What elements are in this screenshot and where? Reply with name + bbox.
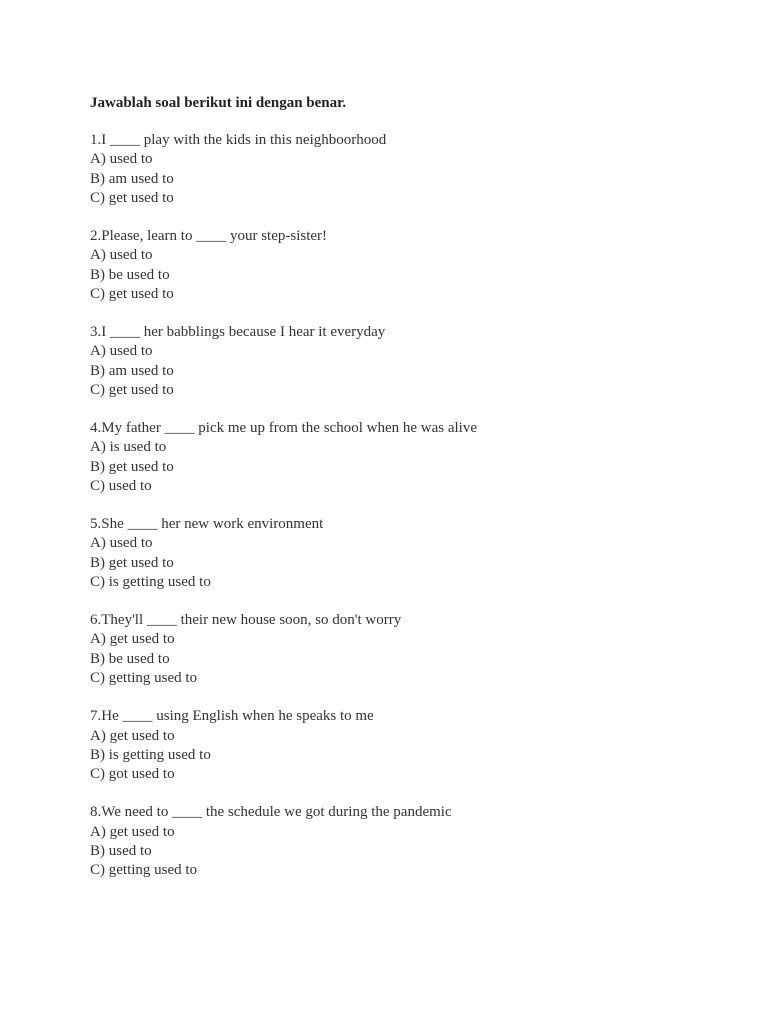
answer-option-c: C) get used to <box>90 190 174 207</box>
question-list <box>90 131 730 881</box>
answer-option-c: C) getting used to <box>90 670 198 687</box>
answer-option-a: A) used to <box>90 343 153 360</box>
answer-option-b: B) am used to <box>90 170 174 187</box>
answer-option-b: B) be used to <box>90 650 170 667</box>
answer-option-c: C) used to <box>90 478 152 495</box>
question-1 <box>90 131 730 209</box>
answer-option-b: B) is getting used to <box>90 746 211 763</box>
question-7 <box>90 707 730 785</box>
answer-option-b: B) get used to <box>90 554 174 571</box>
answer-option-c: C) get used to <box>90 286 174 303</box>
question-8 <box>90 803 730 881</box>
answer-option-a: A) used to <box>90 151 153 168</box>
answer-option-a: A) get used to <box>90 823 175 840</box>
question-text: 8.We need to ____ the schedule we got during the pandemic <box>90 804 452 821</box>
answer-option-c: C) get used to <box>90 382 174 399</box>
answer-option-b: B) am used to <box>90 362 174 379</box>
answer-option-a: A) get used to <box>90 631 175 648</box>
document-page <box>90 94 730 899</box>
question-text: 2.Please, learn to ____ your step-sister! <box>90 228 328 245</box>
answer-option-a: A) get used to <box>90 727 175 744</box>
answer-option-a: A) is used to <box>90 439 167 456</box>
question-text: 3.I ____ her babblings because I hear it everyday <box>90 324 386 341</box>
answer-option-a: A) used to <box>90 247 153 264</box>
question-5 <box>90 515 730 593</box>
instruction-heading: Jawablah soal berikut ini dengan benar. <box>90 95 347 111</box>
question-text: 7.He ____ using English when he speaks to me <box>90 708 374 725</box>
question-3 <box>90 323 730 401</box>
answer-option-b: B) be used to <box>90 266 170 283</box>
answer-option-c: C) getting used to <box>90 862 198 879</box>
answer-option-b: B) get used to <box>90 458 174 475</box>
question-text: 4.My father ____ pick me up from the school when he was alive <box>90 420 477 437</box>
question-text: 1.I ____ play with the kids in this neighboorhood <box>90 132 387 148</box>
question-4 <box>90 419 730 497</box>
answer-option-c: C) got used to <box>90 766 175 783</box>
question-text: 6.They'll ____ their new house soon, so don't worry <box>90 612 402 629</box>
question-2 <box>90 227 730 305</box>
answer-option-b: B) used to <box>90 842 152 859</box>
answer-option-c: C) is getting used to <box>90 574 211 591</box>
answer-option-a: A) used to <box>90 535 153 552</box>
question-text: 5.She ____ her new work environment <box>90 516 324 533</box>
question-6 <box>90 611 730 689</box>
